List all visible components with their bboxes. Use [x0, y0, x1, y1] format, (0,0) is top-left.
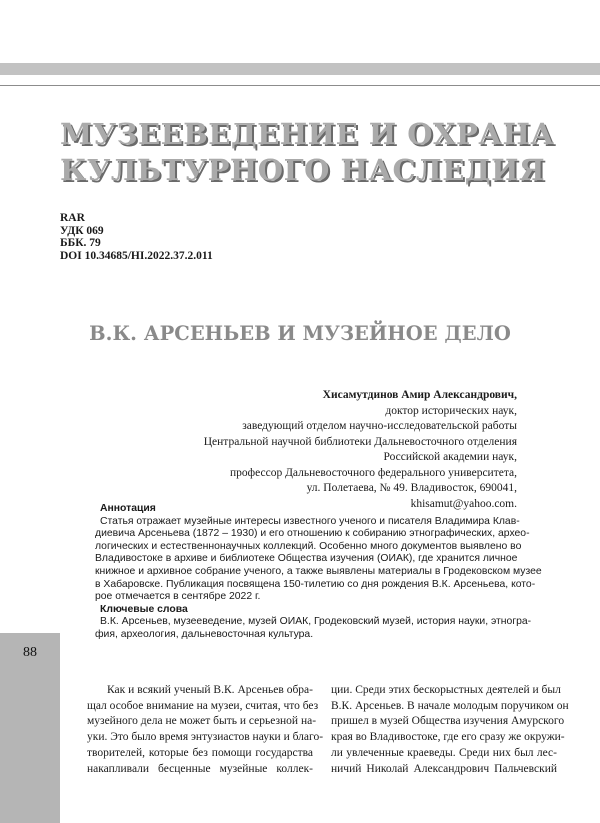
- abstract-line: Статья отражает музейные интересы известного ученого и писателя Владимира Клав-: [100, 515, 520, 527]
- body-line: ции. Среди этих бескорыстных деятелей и был: [331, 684, 561, 696]
- body-line: творителей, которые без помощи государства: [87, 746, 313, 759]
- keywords-line: фия, археология, дальневосточная культура.: [95, 628, 314, 640]
- classification-block: [60, 212, 213, 262]
- keywords-line: В.К. Арсеньев, музееведение, музей ОИАК, Гродековский музей, история науки, этногра-: [100, 616, 532, 628]
- abstract-line: книжное и архивное собрание ученого, а также выявлены материалы в Гродековском музее: [95, 565, 542, 577]
- body-line: музейного дела не может быть и серьезной на-: [87, 715, 317, 728]
- section-title-line: МУЗЕЕВЕДЕНИЕ И ОХРАНА: [60, 117, 555, 151]
- section-title: [60, 116, 555, 188]
- section-title-line: КУЛЬТУРНОГО НАСЛЕДИЯ: [60, 153, 546, 187]
- author-position: заведующий отделом научно-исследовательской работы: [242, 420, 517, 432]
- body-line: пришел в музей Общества изучения Амурского: [331, 715, 565, 728]
- rar-code: RAR: [60, 212, 85, 224]
- header-rule: [0, 85, 600, 86]
- body-column-left: [87, 683, 324, 777]
- header-bar: [0, 63, 600, 75]
- body-line: уки. Это было время энтузиастов науки и благо-: [87, 731, 324, 744]
- body-line: ли увлеченные краеведы. Среди них был лес-: [331, 746, 557, 759]
- abstract-line: логических и естественнонаучных коллекций. Особенно много документов выявлено во: [95, 540, 522, 552]
- body-line: В.К. Арсеньев. В начале молодым поручиком он: [331, 699, 569, 712]
- author-affiliation: Российской академии наук,: [383, 451, 517, 463]
- doi: DOI 10.34685/HI.2022.37.2.011: [60, 249, 213, 262]
- abstract-line: диевича Арсеньева (1872 – 1930) и его отношению к собиранию этнографических, архео-: [95, 528, 530, 540]
- body-line: края во Владивостоке, где его сразу же окружи-: [331, 731, 565, 744]
- author-email: khisamut@yahoo.com.: [410, 497, 517, 510]
- abstract-line: Владивостоке в архиве и библиотеке Общества изучения (ОИАК), где хранится личное: [95, 553, 518, 565]
- author-name: Хисамутдинов Амир Александрович,: [322, 389, 517, 401]
- body-line: щал особое внимание на музеи, считая, что без: [87, 699, 319, 712]
- abstract-section: [95, 503, 542, 642]
- udc-code: УДК 069: [60, 224, 104, 237]
- author-degree: доктор исторических наук,: [385, 404, 517, 417]
- article-title: В.К. АРСЕНЬЕВ И МУЗЕЙНОЕ ДЕЛО: [89, 322, 511, 345]
- page-number-tab: [0, 633, 60, 823]
- keywords-heading: Ключевые слова: [100, 603, 188, 615]
- author-affiliation: профессор Дальневосточного федерального университета,: [229, 466, 517, 479]
- author-block: [204, 388, 517, 512]
- page-number: 88: [23, 645, 37, 660]
- body-column-right: [331, 683, 569, 777]
- abstract-heading: Аннотация: [100, 503, 156, 514]
- author-affiliation: Центральной научной библиотеки Дальневосточного отделения: [203, 435, 517, 448]
- abstract-line: рое отмечается в сентябре 2022 г.: [95, 591, 261, 603]
- body-line: накапливали бесценные музейные коллек-: [87, 762, 313, 775]
- bbk-code: ББК. 79: [60, 237, 101, 249]
- abstract-line: в Хабаровске. Публикация посвящена 150-тилетию со дня рождения В.К. Арсеньева, кото-: [95, 578, 536, 590]
- body-line: ничий Николай Александрович Пальчевский: [331, 762, 557, 775]
- author-address: ул. Полетаева, № 49. Владивосток, 690041,: [306, 482, 517, 494]
- body-line: Как и всякий ученый В.К. Арсеньев обра-: [107, 684, 313, 696]
